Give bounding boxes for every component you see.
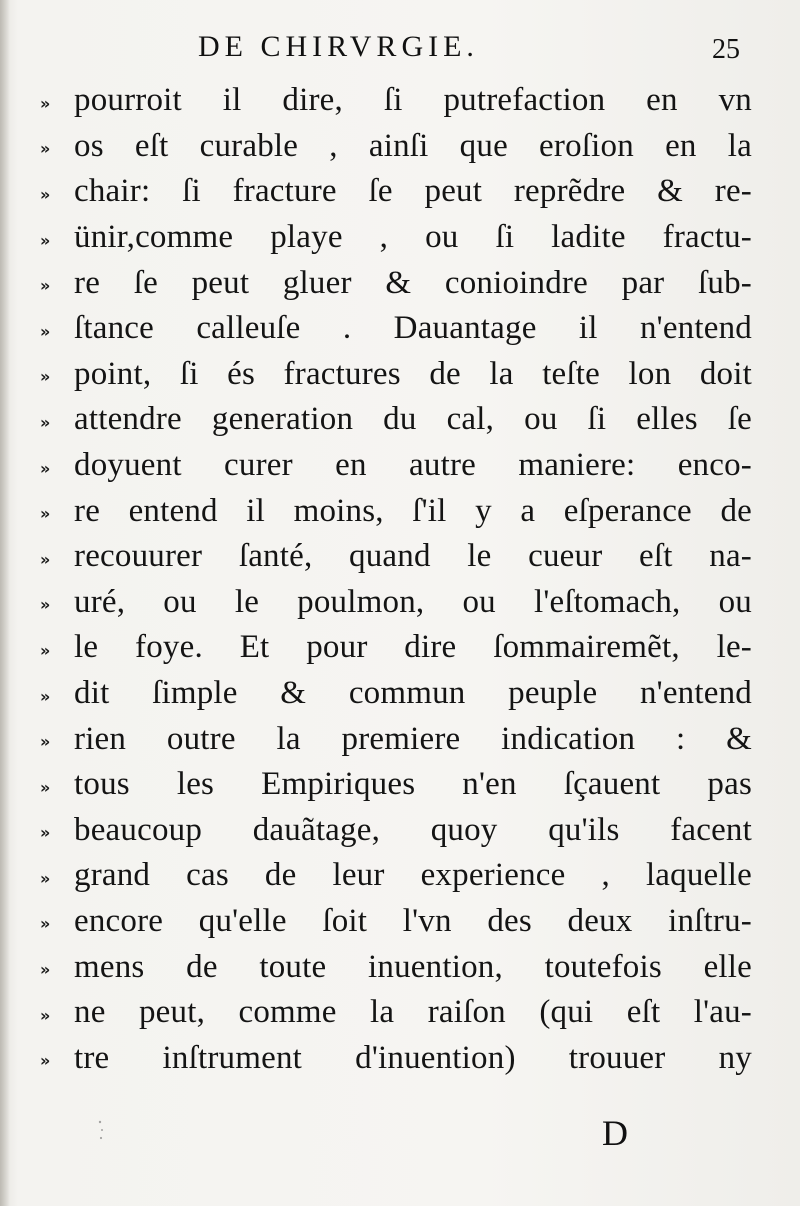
text-line <box>40 944 752 990</box>
line-text: grand cas de leur experience , laquelle <box>74 857 752 894</box>
line-text: os eſt curable , ainſi que eroſion en la <box>74 127 752 164</box>
line-text: dit ſimple & commun peuple n'entend <box>74 675 752 712</box>
quote-mark: » <box>40 823 51 843</box>
line-text: encore qu'elle ſoit l'vn des deux inſtru- <box>74 902 752 939</box>
text-line <box>40 580 752 626</box>
line-text: ſtance calleuſe . Dauantage il n'entend <box>74 310 752 347</box>
quote-mark: » <box>40 914 51 934</box>
text-line <box>40 1035 752 1081</box>
text-line <box>40 488 752 534</box>
quote-mark: » <box>40 458 51 478</box>
text-line <box>40 124 752 170</box>
quote-mark: » <box>40 184 51 204</box>
line-text: re entend il moins, ſ'il y a eſperance de <box>74 492 752 529</box>
signature-mark: D <box>602 1113 628 1153</box>
quote-mark: » <box>40 868 51 888</box>
text-block <box>40 78 752 1081</box>
gutter-shadow <box>0 0 10 1206</box>
quote-mark: » <box>40 1051 51 1071</box>
line-text: pourroit il dire, ſi putrefaction en vn <box>74 82 752 119</box>
line-text: ne peut, comme la raiſon (qui eſt l'au- <box>74 994 752 1031</box>
text-line <box>40 808 752 854</box>
text-line <box>40 169 752 215</box>
quote-mark: » <box>40 276 51 296</box>
quote-mark: » <box>40 321 51 341</box>
line-text: beaucoup dauãtage, quoy qu'ils facent <box>74 811 752 848</box>
line-text: ünir,comme playe , ou ſi ladite fractu- <box>74 219 752 256</box>
quote-mark: » <box>40 93 51 113</box>
line-text: tous les Empiriques n'en ſçauent pas <box>74 766 752 803</box>
ink-specks <box>96 1118 108 1144</box>
text-line <box>40 443 752 489</box>
text-line <box>40 671 752 717</box>
quote-mark: » <box>40 595 51 615</box>
text-line <box>40 899 752 945</box>
quote-mark: » <box>40 1005 51 1025</box>
quote-mark: » <box>40 732 51 752</box>
quote-mark: » <box>40 367 51 387</box>
ink-speck <box>101 1129 103 1131</box>
line-text: tre inſtrument d'inuention) trouuer ny <box>74 1039 752 1076</box>
line-text: point, ſi és fractures de la teſte lon doit <box>74 355 752 392</box>
line-text: recouurer ſanté, quand le cueur eſt na- <box>74 538 752 575</box>
line-text: doyuent curer en autre maniere: enco- <box>74 447 752 484</box>
text-line <box>40 853 752 899</box>
text-line <box>40 306 752 352</box>
line-text: mens de toute inuention, toutefois elle <box>74 948 752 985</box>
quote-mark: » <box>40 640 51 660</box>
ink-speck <box>99 1121 101 1123</box>
quote-mark: » <box>40 960 51 980</box>
text-line <box>40 762 752 808</box>
ink-speck <box>100 1137 102 1139</box>
text-line <box>40 534 752 580</box>
quote-mark: » <box>40 230 51 250</box>
page-number: 25 <box>712 34 740 65</box>
text-line <box>40 215 752 261</box>
quote-mark: » <box>40 549 51 569</box>
line-text: re ſe peut gluer & conioindre par ſub- <box>74 264 752 301</box>
line-text: rien outre la premiere indication : & <box>74 720 752 757</box>
text-line <box>40 625 752 671</box>
text-line <box>40 990 752 1036</box>
text-line <box>40 260 752 306</box>
quote-mark: » <box>40 412 51 432</box>
running-head: DE CHIRVRGIE. <box>198 30 479 63</box>
line-text: attendre generation du cal, ou ſi elles ſe <box>74 401 752 438</box>
text-line <box>40 78 752 124</box>
text-line <box>40 716 752 762</box>
quote-mark: » <box>40 139 51 159</box>
line-text: le foye. Et pour dire ſommairemẽt, le- <box>74 629 752 666</box>
text-line <box>40 352 752 398</box>
quote-mark: » <box>40 777 51 797</box>
line-text: chair: ſi fracture ſe peut reprẽdre & re- <box>74 173 752 210</box>
quote-mark: » <box>40 686 51 706</box>
text-line <box>40 397 752 443</box>
line-text: uré, ou le poulmon, ou l'eſtomach, ou <box>74 583 752 620</box>
quote-mark: » <box>40 504 51 524</box>
